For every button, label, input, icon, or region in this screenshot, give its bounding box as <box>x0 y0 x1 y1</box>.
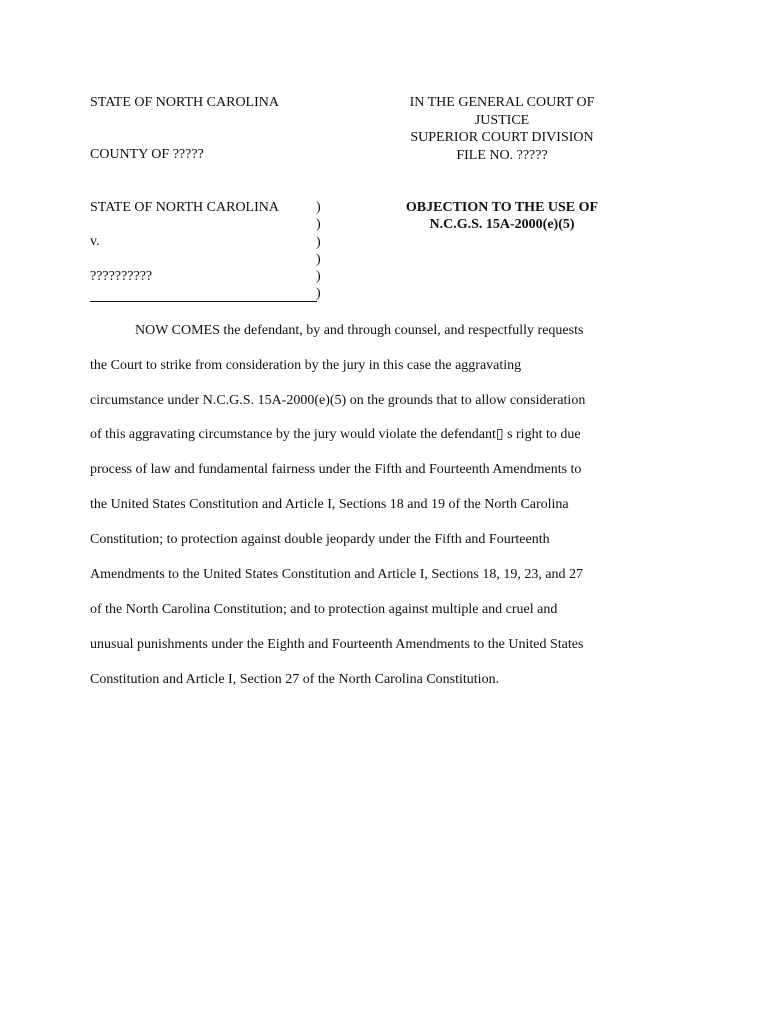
body-line: NOW COMES the defendant, by and through counsel, and respectfully requests <box>135 323 584 338</box>
body-line: the Court to strike from consideration by the jury in this case the aggravating <box>90 358 522 373</box>
caption-paren: ) <box>316 234 321 250</box>
body-line: Constitution; to protection against double jeopardy under the Fifth and Fourteenth <box>90 532 550 547</box>
defendant-name: ?????????? <box>90 269 153 284</box>
caption-paren: ) <box>316 286 321 302</box>
court-heading-block <box>395 94 609 164</box>
caption-paren: ) <box>316 251 321 267</box>
body-line: unusual punishments under the Eighth and Fourteenth Amendments to the United States <box>90 637 584 652</box>
title-line-1: OBJECTION TO THE USE OF <box>405 200 599 215</box>
court-line-1: IN THE GENERAL COURT OF <box>409 95 595 110</box>
county-heading: COUNTY OF ????? <box>90 147 204 162</box>
state-heading: STATE OF NORTH CAROLINA <box>90 95 279 110</box>
court-line-2: JUSTICE <box>474 112 530 128</box>
caption-parentheses <box>316 199 321 303</box>
caption-paren: ) <box>316 200 321 215</box>
document-title <box>390 199 614 233</box>
body-line: process of law and fundamental fairness under the Fifth and Fourteenth Amendments to <box>90 462 582 477</box>
caption-paren: ) <box>316 269 321 285</box>
body-line: of the North Carolina Constitution; and to protection against multiple and cruel and <box>90 602 558 617</box>
body-line: Amendments to the United States Constitution and Article I, Sections 18, 19, 23, and 27 <box>90 567 584 582</box>
title-line-2: N.C.G.S. 15A-2000(e)(5) <box>429 217 575 232</box>
caption-paren: ) <box>316 217 321 233</box>
caption-underline <box>90 301 317 302</box>
body-line: circumstance under N.C.G.S. 15A-2000(e)(5) on the grounds that to allow consideration <box>90 393 586 408</box>
court-line-3: SUPERIOR COURT DIVISION <box>410 130 594 145</box>
versus-text: v. <box>90 234 100 249</box>
body-line: of this aggravating circumstance by the jury would violate the defendant▯ s right to due <box>90 427 581 442</box>
body-line: Constitution and Article I, Section 27 of the North Carolina Constitution. <box>90 672 500 687</box>
body-line: the United States Constitution and Article I, Sections 18 and 19 of the North Carolina <box>90 497 569 512</box>
file-number: FILE NO. ????? <box>456 147 548 163</box>
party-state: STATE OF NORTH CAROLINA <box>90 200 279 215</box>
